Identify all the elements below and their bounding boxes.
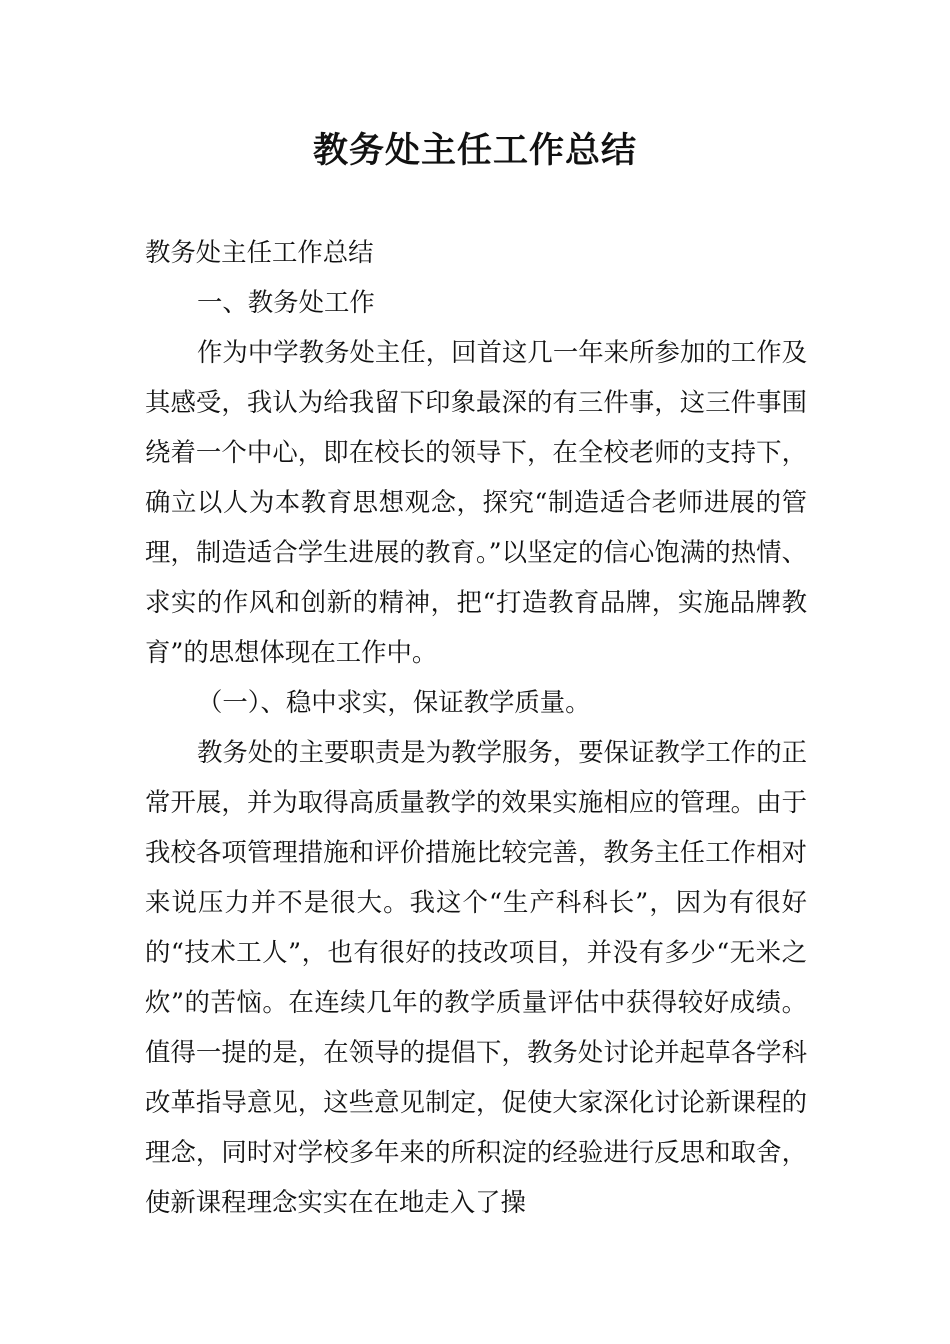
paragraph-intro: 作为中学教务处主任，回首这几一年来所参加的工作及其感受，我认为给我留下印象最深的有三件事，这三件事围绕着一个中心，即在校长的领导下，在全校老师的支持下，确立以人为本教育思想观念，探究“制造适合老师进展的管理，制造适合学生进展的教育。”以坚定的信心饱满的热情、求实的作风和创新的精神，把“打造教育品牌，实施品牌教育”的思想体现在工作中。 (145, 337, 807, 667)
section-heading-1: 一、教务处工作 (197, 287, 375, 317)
document-title: 教务处主任工作总结 (312, 131, 637, 171)
body-heading: 教务处主任工作总结 (145, 237, 374, 267)
document-body (145, 227, 807, 1227)
paragraph-duties: 教务处的主要职责是为教学服务，要保证教学工作的正常开展，并为取得高质量教学的效果实施相应的管理。由于我校各项管理措施和评价措施比较完善，教务主任工作相对来说压力并不是很大。我这个“生产科科长”，因为有很好的“技术工人”，也有很好的技改项目，并没有多少“无米之炊”的苦恼。在连续几年的教学质量评估中获得较好成绩。 值得一提的是，在领导的提倡下，教务处讨论并起草各学科改革指导意见，这些意见制定，促使大家深化讨论新课程的理念，同时对学校多年来的所积淀的经验进行反思和取舍，使新课程理念实实在在地走入了操 (145, 737, 807, 1217)
subsection-heading-1: （一）、稳中求实，保证教学质量。 (197, 687, 591, 717)
